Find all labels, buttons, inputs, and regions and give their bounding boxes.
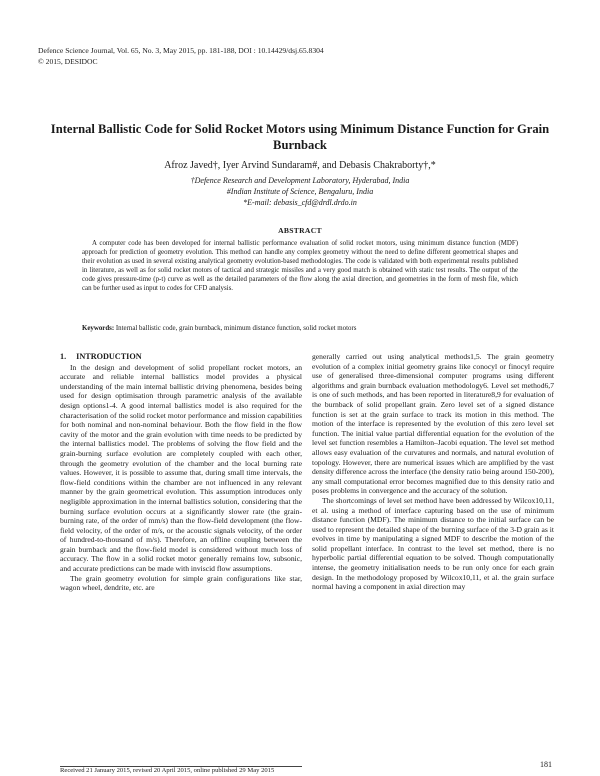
- copyright: © 2015, DESIDOC: [38, 56, 98, 66]
- keywords-label: Keywords:: [82, 325, 115, 332]
- left-column: [60, 352, 302, 593]
- section-heading: [60, 352, 302, 362]
- abstract-text: A computer code has been developed for internal ballistic performance evaluation of solid rocket motors, using minimum distance function (MDF) approach for prediction of geometry evolution. This method can handle any complex geometry without the need to define different geometrical shapes and their evolution as used in several existing analytical geometry evolution-based methodologies. The code is validated with both experimental results published in literature, as well as for solid rocket motors of tactical and strategic missiles and a very good match is obtained with static test results. The output of the code gives pressure-time (p-t) curve as well as the detailed parameters of the flow along the axial direction, and geometries in the form of mesh file, which can be further used as input to codes for CFD analysis.: [82, 240, 518, 292]
- section-number: 1.: [60, 352, 67, 361]
- citation: Defence Science Journal, Vol. 65, No. 3, May 2015, pp. 181-188, DOI : 10.14429/dsj.65.8304: [38, 46, 324, 55]
- paragraph: In the design and development of solid propellant rocket motors, an accurate and reliable internal ballistics model provides a physical understanding of the main internal ballistic driving phenomena, besides being used for design optimisation through parametric analysis of the available design options1-4. A good internal ballistics model is also required for the characterisation of the solid rocket motor performance and mission capabilities for both nominal and non-nominal behaviour. Both the flow field in the flow cavity of the motor and the grain evolution with time needs to be predicted by the internal ballistics model. The problems of solving the flow field and the grain-burning surface evolution are completely coupled with each other, through the geometry evolution of the chamber and the local burning rate values. However, it is possible to assume that, during small time intervals, the flow-field conditions within the chamber are not influenced in any relevant manner by the grain geometrical evolution. This assumption introduces only negligible approximation in the internal ballistics solution, considering that the burning surface evolution occurs at a significantly slower rate (the grain-burning rate, of the order of mm/s) than the flow-field development (the flow-field velocity, of the order of m/s, or the acoustic signals velocity, of the order of hundred-to-thousand of m/s). Therefore, an offline coupling between the grain burnback and the flow-field model is considered without much loss of accuracy. The flow in a solid rocket motor generally remains low, subsonic, and accurate predictions can be made with inviscid flow assumptions.: [60, 362, 302, 574]
- keywords-text: Internal ballistic code, grain burnback, minimum distance function, solid rocket motors: [115, 325, 357, 332]
- received-dates: Received 21 January 2015, revised 20 April 2015, online published 29 May 2015: [60, 767, 275, 774]
- abstract-heading: ABSTRACT: [278, 226, 322, 235]
- keywords: [82, 325, 518, 334]
- affiliation-1: †Defence Research and Development Laboratory, Hyderabad, India: [190, 176, 410, 185]
- paragraph: The grain geometry evolution for simple grain configurations like star, wagon wheel, dendrite, etc. are: [60, 573, 302, 593]
- paragraph: generally carried out using analytical methods1,5. The grain geometry evolution of a complex initial geometry grains like conocyl or finocyl require use of generalised three-dimensional computer programs using different algorithms and grain burnback evaluation methodology6. Level set method6,7 is one of such methods, and has been reported in literature8,9 for evaluation of the burnback of solid propellant grain. Zero level set of a signed distance function is set at the grain surface to track its motion in this method. The motion of the interface is represented by the evolution of this zero level set function. The initial value partial differential equation for the evolution of the level set function resembles a Hamilton–Jacobi equation. The level set method allows easy evaluation of the curvatures and normals, and natural evolution of topology. However, there are numerical issues which are amplified by the vast density difference across the interface (the density ratio being around 150-200), any small computational error becomes magnified due to this density ratio and poses problems in convergence and the accuracy of the solution.: [312, 352, 554, 496]
- paper-title: Internal Ballistic Code for Solid Rocket Motors using Minimum Distance Function for Grain Burnback: [50, 122, 550, 152]
- affiliation-email: *E-mail: debasis_cfd@drdl.drdo.in: [243, 197, 357, 207]
- section-title: INTRODUCTION: [76, 352, 142, 361]
- affiliation-2: #Indian Institute of Science, Bengaluru, India: [226, 186, 374, 196]
- right-column: [312, 352, 554, 592]
- page-number: 181: [540, 760, 552, 769]
- authors: Afroz Javed†, Iyer Arvind Sundaram#, and Debasis Chakraborty†,*: [164, 160, 436, 171]
- journal-header: [38, 46, 324, 67]
- affiliations: [40, 176, 560, 208]
- paragraph: The shortcomings of level set method have been addressed by Wilcox10,11, et al. using a method of interface capturing based on the use of minimum distance function (MDF). The minimum distance to the initial surface can be used to represent the detailed shape of the burning surface of the 3-D grain as it evolves in time by manipulating a signed MDF to describe the motion of the solid propellant interface. In contrast to the level set method, there is no hyperbolic partial differential equation to be solved. Though computationally intense, the geometry initialisation needs to be run only once for each grain design. In the methodology proposed by Wilcox10,11, et al. the grain surface normal having a component in axial direction may: [312, 495, 554, 592]
